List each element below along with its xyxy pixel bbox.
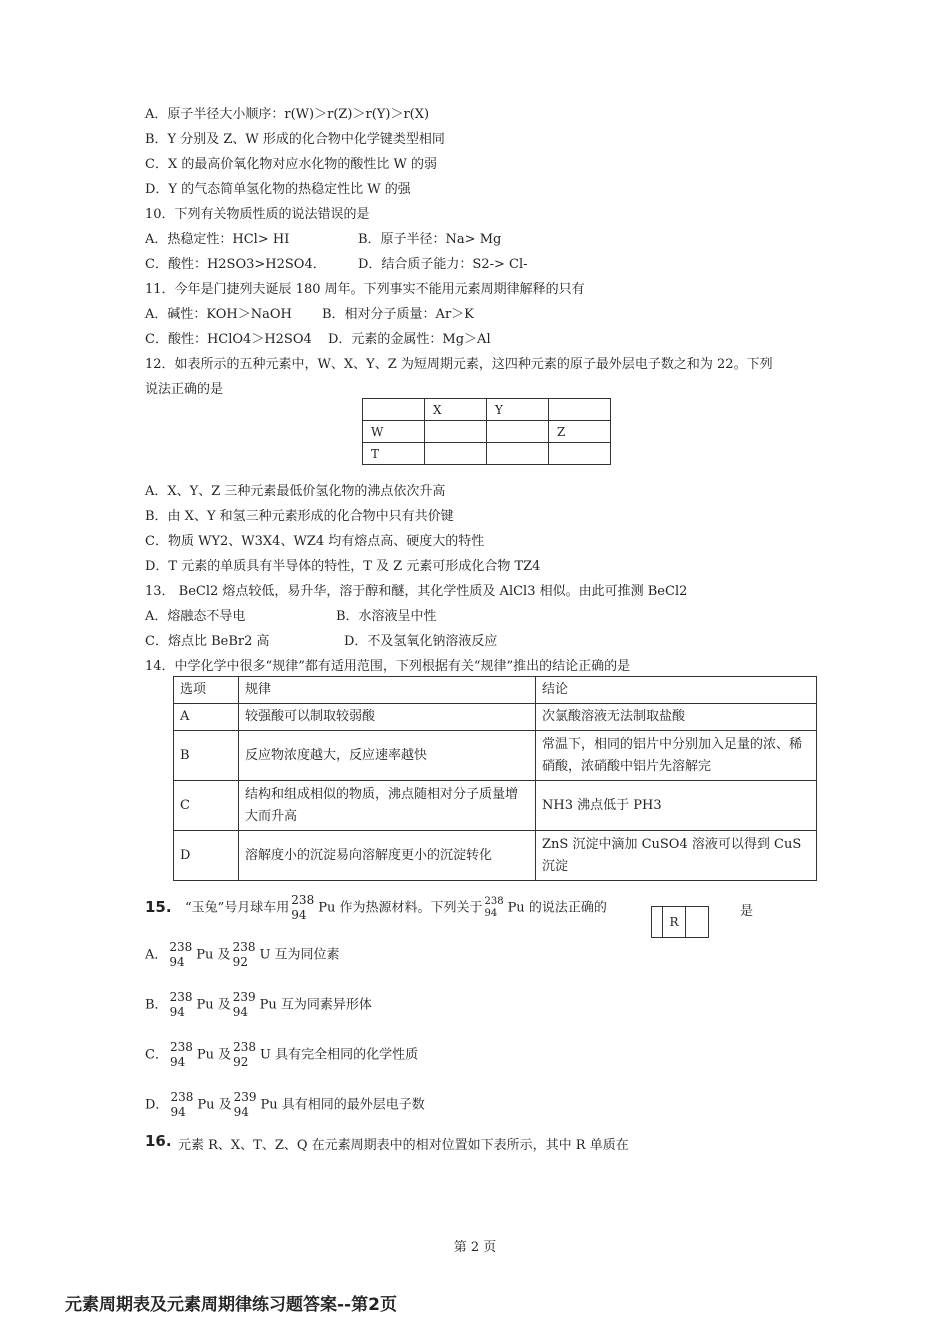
q16-number: 16. [145,1132,172,1150]
header-conclusion: 结论 [536,677,817,704]
row-option: D [174,831,239,881]
row-conclusion: NH3 沸点低于 PH3 [536,781,817,831]
rules-table [173,676,817,881]
q10-option-d: D．结合质子能力：S2-> Cl- [358,257,528,272]
row-rule: 溶解度小的沉淀易向溶解度更小的沉淀转化 [239,831,536,881]
header-option: 选项 [174,677,239,704]
r-box: R [651,906,709,938]
table-row [174,781,817,831]
q9-option-a: A．原子半径大小顺序：r(W)＞r(Z)＞r(Y)＞r(X) [145,107,430,122]
q12-stem-line1: 12．如表所示的五种元素中，W、X、Y、Z 为短周期元素，这四种元素的原子最外层电子数之和为 22。下列 [145,357,773,372]
table-row [174,831,817,881]
q9-option-d: D．Y 的气态简单氢化物的热稳定性比 W 的强 [145,182,411,197]
document-footer-title: 元素周期表及元素周期律练习题答案--第2页 [65,1295,397,1315]
row-conclusion: ZnS 沉淀中滴加 CuSO4 溶液可以得到 CuS 沉淀 [536,831,817,881]
row-conclusion: 常温下，相同的铝片中分别加入足量的浓、稀硝酸，浓硝酸中铝片先溶解完 [536,731,817,781]
table-header-row [174,677,817,704]
row-rule: 结构和组成相似的物质，沸点随相对分子质量增大而升高 [239,781,536,831]
q10-option-b: B．原子半径：Na> Mg [358,232,502,247]
q13-option-d: D．不及氢氧化钠溶液反应 [344,634,498,649]
q11-option-a: A．碱性：KOH＞NaOH [145,307,292,322]
q11-option-b: B．相对分子质量：Ar＞K [322,307,474,322]
q11-option-d: D．元素的金属性：Mg＞Al [328,332,491,347]
q12-option-c: C．物质 WY2、W3X4、WZ4 均有熔点高、硬度大的特性 [145,534,485,549]
pu238-notation: 238 94 [291,893,315,922]
row-rule: 较强酸可以制取较弱酸 [239,704,536,731]
grid-cell-z: Z [549,421,611,443]
q10-stem: 10．下列有关物质性质的说法错误的是 [145,207,370,222]
q11-option-c: C．酸性：HClO4＞H2SO4 [145,332,312,347]
q9-option-b: B．Y 分别及 Z、W 形成的化合物中化学键类型相同 [145,132,445,147]
q13-stem: 13． BeCl2 熔点较低，易升华，溶于醇和醚，其化学性质及 AlCl3 相似。由此可推测 BeCl2 [145,584,688,599]
q15-option-b: B． 238 94 Pu 及 239 94 Pu 互为同素异形体 [145,990,372,1019]
page-number: 第 2 页 [453,1240,497,1255]
pu238-notation: 238 94 [484,896,504,919]
q12-option-b: B．由 X、Y 和氢三种元素形成的化合物中只有共价键 [145,509,454,524]
grid-cell-t: T [363,443,425,465]
q15-option-c: C． 238 94 Pu 及 238 92 U 具有完全相同的化学性质 [145,1040,419,1069]
table-row [174,731,817,781]
q14-stem: 14．中学化学中很多“规律”都有适用范围，下列根据有关“规律”推出的结论正确的是 [145,659,631,674]
q13-option-b: B．水溶液呈中性 [336,609,437,624]
row-conclusion: 次氯酸溶液无法制取盐酸 [536,704,817,731]
grid-cell-x: X [425,399,487,421]
row-option: B [174,731,239,781]
q13-option-c: C．熔点比 BeBr2 高 [145,634,270,649]
q12-option-a: A．X、Y、Z 三种元素最低价氢化物的沸点依次升高 [145,484,446,499]
q12-stem-line2: 说法正确的是 [145,382,224,397]
q15-stem: “玉兔”号月球车用 238 94 Pu 作为热源材料。下列关于 238 94 Pu 的说法正确的 [185,893,607,922]
q11-stem: 11．今年是门捷列夫诞辰 180 周年。下列事实不能用元素周期律解释的只有 [145,282,585,297]
element-position-grid [362,398,611,465]
grid-cell-y: Y [487,399,549,421]
q15-option-a: A． 238 94 Pu 及 238 92 U 互为同位素 [145,940,340,969]
q12-option-d: D．T 元素的单质具有半导体的特性，T 及 Z 元素可形成化合物 TZ4 [145,559,541,574]
q15-stem-end: 是 [740,904,754,919]
header-rule: 规律 [239,677,536,704]
table-row [174,704,817,731]
q10-option-a: A．热稳定性：HCl> HI [145,232,290,247]
q13-option-a: A．熔融态不导电 [145,609,246,624]
row-option: A [174,704,239,731]
grid-cell-w: W [363,421,425,443]
q10-option-c: C．酸性：H2SO3>H2SO4． [145,257,326,272]
q9-option-c: C．X 的最高价氧化物对应水化物的酸性比 W 的弱 [145,157,437,172]
q15-option-d: D． 238 94 Pu 及 239 94 Pu 具有相同的最外层电子数 [145,1090,425,1119]
q16-stem: 元素 R、X、T、Z、Q 在元素周期表中的相对位置如下表所示，其中 R 单质在 [178,1138,629,1153]
row-option: C [174,781,239,831]
q15-number: 15. [145,898,172,916]
row-rule: 反应物浓度越大，反应速率越快 [239,731,536,781]
